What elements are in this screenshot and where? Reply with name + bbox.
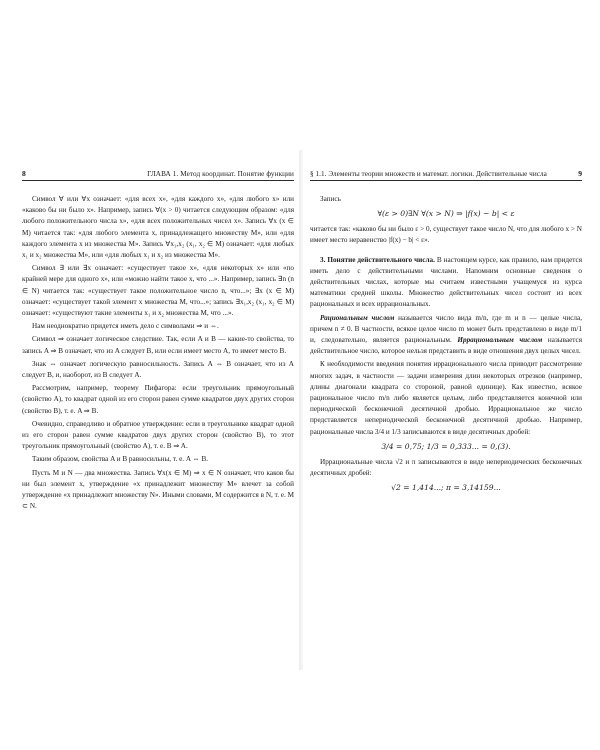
paragraph-symbols-intro: Нам неоднократно придется иметь дело с символами ⇒ и ⇔. xyxy=(32,322,219,331)
paragraph-real-numbers xyxy=(310,255,582,311)
rational-definition: называется число вида m/n, где m и n — целые числа, причем n ≠ 0. В частности, всякое целое число m может быть представлено в виде m/1 и, следовательно, является рациональным. xyxy=(310,313,582,345)
irrational-definition: называется действительное число, которое нельзя представить в виде отношения двух целых чисел. xyxy=(310,336,583,356)
paragraph-exists: Символ ∃ или ∃x означает: «существует такое x», «для некоторых x» или «по крайней мере для одного x», или «можно найти такое x, что ...». Например, запись ∃n (n ∈ N) читается так: «существует такое положительное число n, что...»; ∃x (x ∈ M) означает: «существует такой элемент x множества M, что...»; запись ∃x₁,x₂ (x₁, x₂ ∈ M) означает: «существуют такие элементы x₁ и x₂ множества M, что ...». xyxy=(22,264,294,318)
left-running-head xyxy=(22,168,294,181)
paragraph-implication: Символ ⇒ означает логическое следствие. Так, если A и B — какие-то свойства, то запись A ⇒ B означает, что из A следует B, или если имеет место A, то имеет место B. xyxy=(22,335,294,355)
right-page xyxy=(310,168,582,648)
paragraph-conclusion: Таким образом, свойства A и B равносильны, т. е. A ⇔ B. xyxy=(32,455,209,464)
right-page-body xyxy=(310,194,582,498)
term-irrational: Иррациональным числом xyxy=(457,336,543,345)
paragraph-pythagoras: Рассмотрим, например, теорему Пифагора: если треугольник прямоугольный (свойство A), то квадрат одной из его сторон равен сумме квадратов двух других сторон (свойство B), т. е. A ⇒ B. xyxy=(22,384,294,415)
formula-sqrt-pi: √2 = 1,414...; π = 3,14159... xyxy=(391,483,501,493)
paragraph-rational xyxy=(310,313,582,358)
right-running-title: § 1.1. Элементы теории множеств и математ. логики. Действительные числа xyxy=(310,170,547,178)
section-text: В настоящем курсе, как правило, нам придется иметь дело с действительными числами. Напомним основные сведения о действительных числах, которые мы считаем известными учащемуся из курса математики средней школы. Множество действительных чисел состоит из всех рациональных и всех иррациональных. xyxy=(310,255,583,309)
paragraph-forall: Символ ∀ или ∀x означает: «для всех x», «для каждого x», «для любого x» или «каково бы ни было x». Например, запись ∀(x > 0) читается следующим образом: «для любого положительного числа x», «для всех положительных чисел x». Запись ∀x (x ∈ M) читается так: «для любого элемента x, принадлежащего множеству M», или «для каждого элемента x из множества M». Запись ∀x₁,x₂ (x₁, x₂ ∈ M) означает: «для любых x₁ и x₂ множества M», или «для любых x₁ и x₂ из множества M». xyxy=(22,195,294,260)
paragraph-irrational-decimals: Иррациональные числа √2 и π записываются в виде непериодических бесконечных десятичных дробей: xyxy=(310,457,582,478)
right-page-number: 9 xyxy=(578,169,582,178)
paragraph-subset: Пусть M и N — два множества. Запись ∀x(x ∈ M) ⇒ x ∈ N означает, что каков бы ни был элемент x, утверждение «x принадлежит множеству M» влечет за собой утверждение «x принадлежит множеству N». Иными словами, M содержится в N, т. е. M ⊂ N. xyxy=(22,468,294,511)
left-page xyxy=(22,168,294,648)
paragraph-equivalence: Знак ⇔ означает логическую равносильность. Запись A ⇔ B означает, что из A следует B, и, наоборот, из B следует A. xyxy=(22,359,294,380)
left-running-title: ГЛАВА 1. Метод координат. Понятие функции xyxy=(147,170,294,178)
paragraph-need-irrational: К необходимости введения понятия иррационального числа приводит рассмотрение многих задач, в частности — задачи измерения длин некоторых отрезков (например, длины диагонали квадрата со стороной, равной единице). Как известно, всякое рациональное число m/n либо является целым, либо представляется конечной или периодической бесконечной десятичной дробью. Иррациональное же число представляется непериодической бесконечной десятичной дробью. Например, рациональные числа 3/4 и 1/3 записываются в виде десятичных дробей: xyxy=(310,360,582,436)
section-heading: 3. Понятие действительного числа. xyxy=(320,255,435,264)
term-rational: Рациональным числом xyxy=(320,313,395,322)
left-page-body xyxy=(22,194,294,514)
book-gutter xyxy=(299,150,303,670)
formula-decimals: 3/4 = 0,75; 1/3 = 0,333... = 0,(3). xyxy=(381,441,511,451)
paragraph-intro: Запись xyxy=(320,195,341,203)
paragraph-limit-reading: читается так: «каково бы ни было ε > 0, существует такое число N, что для любого x > N имеет место неравенство |f(x) − b| < ε». xyxy=(310,225,582,245)
formula-limit: ∀(ε > 0)∃N ∀(x > N) ⇒ |f(x) − b| < ε xyxy=(377,209,515,219)
right-running-head xyxy=(310,168,582,181)
left-page-number: 8 xyxy=(22,169,26,178)
paragraph-converse: Очевидно, справедливо и обратное утверждение: если в треугольнике квадрат одной из его сторон равен сумме квадратов двух других сторон (свойство B), то этот треугольник прямоугольный (свойство A), т. е. B ⇒ A. xyxy=(22,419,294,451)
